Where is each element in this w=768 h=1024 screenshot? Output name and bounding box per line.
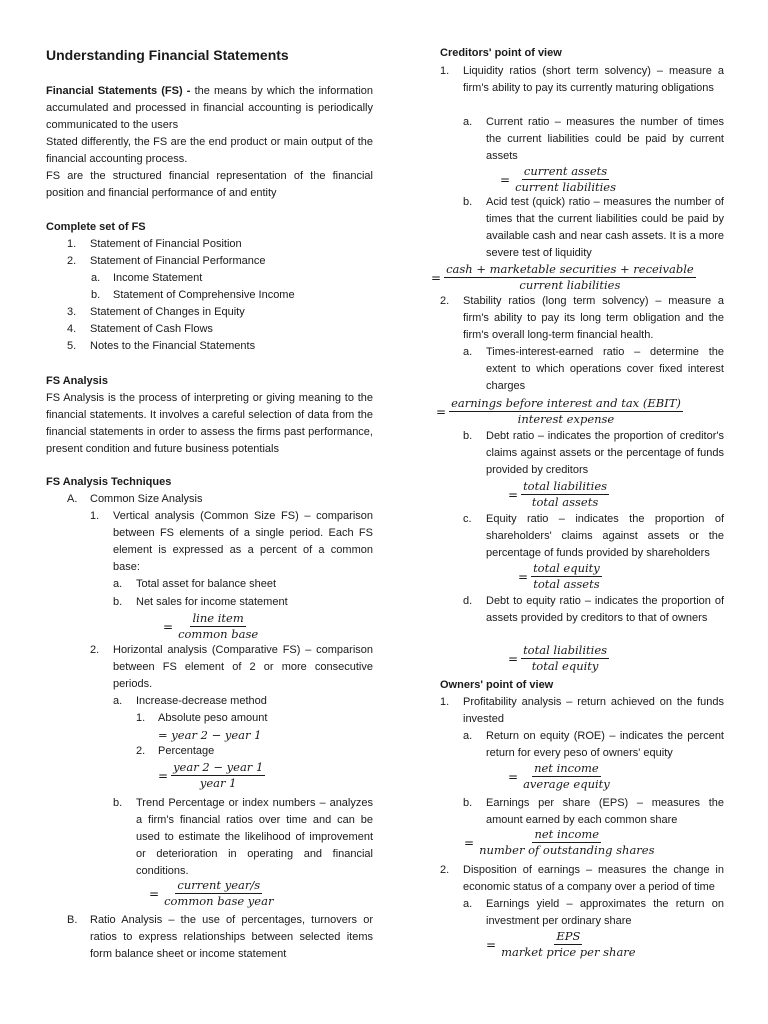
list-marker: a. <box>463 116 473 128</box>
formula-numerator: current year/s <box>177 878 261 892</box>
list-item: Statement of Changes in Equity <box>90 306 245 318</box>
formula-numerator: net income <box>534 761 599 775</box>
disposition-of-earnings: Disposition of earnings – measures the change in economic status of a company over a period of time <box>463 864 724 893</box>
formula-numerator: cash + marketable securities + receivable <box>446 262 694 276</box>
list-item: Statement of Comprehensive Income <box>113 289 295 301</box>
formula-denominator: total equity <box>531 659 599 673</box>
list-marker: a. <box>91 272 101 284</box>
formula-roe: = $\frac{\text{net income}}{\text{average equity}}$ <box>508 761 610 791</box>
ratio-analysis: Ratio Analysis – the use of percentages, turnovers or ratios to express relationships between selected items form balance sheet or income statement <box>90 914 373 960</box>
list-item: Notes to the Financial Statements <box>90 340 256 352</box>
trend-percentage: Trend Percentage or index numbers – analyzes a firm's financial ratios over time and can be used to estimate the likelihood of improvement or deterioration in operating and financial conditions. <box>136 797 373 877</box>
list-marker: B. <box>67 914 78 926</box>
formula-trend: = $\frac{\text{current year/s}}{\text{common base year}}$ <box>149 878 274 908</box>
list-marker: 2. <box>90 644 100 656</box>
stability-ratios: Stability ratios (long term solvency) – measure a firm's ability to pay its long term obligation and the firm's overall long-term financial health. <box>463 295 724 341</box>
owners-heading: Owners' point of view <box>440 679 554 691</box>
list-marker: 4. <box>67 323 77 335</box>
formula-numerator: EPS <box>556 929 581 943</box>
list-marker: a. <box>113 695 123 707</box>
vertical-analysis: Vertical analysis (Common Size FS) – comparison between FS elements of a single period. Each FS element is expressed as a percent of a common base: <box>113 510 373 573</box>
increase-decrease-method: Increase-decrease method <box>136 695 267 707</box>
list-marker: 2. <box>136 745 146 757</box>
fs-structured: FS are the structured financial representation of the financial position and financial performance of and entity <box>46 170 373 199</box>
page-title: Understanding Financial Statements <box>46 47 289 63</box>
list-marker: 2. <box>67 255 77 267</box>
list-marker: a. <box>463 898 473 910</box>
list-marker: b. <box>113 797 123 809</box>
formula-denominator: common base <box>178 627 259 641</box>
fs-analysis-text: FS Analysis is the process of interpreting or giving meaning to the financial statements. It involves a careful selection of data from the financial statements in order to assess the firms past performance, present condition and future business potentials <box>46 392 373 455</box>
list-marker: a. <box>463 730 473 742</box>
list-marker: 5. <box>67 340 77 352</box>
list-marker: 1. <box>67 238 77 250</box>
formula-denominator: total assets <box>533 577 600 591</box>
earnings-yield: Earnings yield – approximates the return on investment per ordinary share <box>486 898 724 927</box>
list-marker: 1. <box>440 696 450 708</box>
fs-definition <box>46 83 373 134</box>
list-marker: 1. <box>440 65 450 77</box>
formula-numerator: line item <box>192 611 244 625</box>
list-marker: A. <box>67 493 78 505</box>
times-interest-earned: Times-interest-earned ratio – determine the extent to which operations cover fixed interest charges <box>486 346 724 392</box>
formula-numerator: total liabilities <box>523 643 608 657</box>
fs-techniques-heading: FS Analysis Techniques <box>46 476 172 488</box>
list-marker: b. <box>463 196 473 208</box>
fs-analysis-heading: FS Analysis <box>46 375 108 387</box>
liquidity-ratios: Liquidity ratios (short term solvency) – measure a firm's ability to pay its currently maturing obligations <box>463 65 724 94</box>
formula-numerator: current assets <box>523 164 608 178</box>
formula-denominator: number of outstanding shares <box>479 843 655 857</box>
formula-denominator: year 1 <box>199 776 237 790</box>
fs-definition-text: the means by which the information accumulated and processed in financial accounting is periodically communicated to the users <box>46 85 373 131</box>
formula-denominator: average equity <box>523 777 610 791</box>
list-marker: a. <box>113 578 123 590</box>
formula-denominator: interest expense <box>517 412 615 426</box>
acid-test-ratio: Acid test (quick) ratio – measures the number of times that the current liabilities could be paid by available cash and near cash assets. It is a more severe test of liquidity <box>486 196 724 259</box>
formula-equity-ratio: = $\frac{\text{total equity}}{\text{total assets}}$ <box>518 561 600 591</box>
complete-set-heading: Complete set of FS <box>46 221 146 233</box>
formula-acid-test: = $\frac{\text{cash + marketable securities + receivable}}{\text{current liabilities}}$ <box>431 262 694 292</box>
formula-debt-ratio: = $\frac{\text{total liabilities}}{\text{total assets}}$ <box>508 479 608 509</box>
formula-denominator: current liabilities <box>515 180 617 194</box>
list-marker: 1. <box>136 712 146 724</box>
list-marker: d. <box>463 595 473 607</box>
formula-line-item: = $\frac{\text{line item}}{\text{common base}}$ <box>163 611 259 641</box>
formula-numerator: year 2 − year 1 <box>173 760 264 774</box>
return-on-equity: Return on equity (ROE) – indicates the percent return for every peso of owners' equity <box>486 730 724 759</box>
common-size-analysis: Common Size Analysis <box>90 493 203 505</box>
formula-denominator: market price per share <box>501 945 636 959</box>
list-item: Statement of Financial Performance <box>90 255 266 267</box>
formula-current-ratio: = $\frac{\text{current assets}}{\text{current liabilities}}$ <box>500 164 617 194</box>
debt-ratio: Debt ratio – indicates the proportion of creditor's claims against assets or the percentage of funds provided by creditors <box>486 430 724 476</box>
percentage-label: Percentage <box>158 745 215 757</box>
list-marker: 2. <box>440 864 450 876</box>
list-item: Statement of Financial Position <box>90 238 242 250</box>
formula-denominator: total assets <box>531 495 599 509</box>
fs-definition-term: Financial Statements (FS) - <box>46 85 191 97</box>
profitability-analysis: Profitability analysis – return achieved on the funds invested <box>463 696 724 725</box>
list-marker: a. <box>463 346 473 358</box>
list-marker: b. <box>463 797 473 809</box>
list-marker: 1. <box>90 510 100 522</box>
list-marker: c. <box>463 513 472 525</box>
formula-denominator: common base year <box>164 894 274 908</box>
list-item: Income Statement <box>113 272 203 284</box>
formula-numerator: net income <box>534 827 600 841</box>
creditors-heading: Creditors' point of view <box>440 47 562 59</box>
list-marker: b. <box>91 289 101 301</box>
earnings-per-share: Earnings per share (EPS) – measures the amount earned by each common share <box>486 797 724 826</box>
formula-denominator: current liabilities <box>519 278 621 292</box>
list-marker: b. <box>463 430 473 442</box>
formula-numerator: total liabilities <box>523 479 608 493</box>
absolute-peso-amount: Absolute peso amount <box>158 712 268 724</box>
list-marker: 3. <box>67 306 77 318</box>
list-marker: 2. <box>440 295 450 307</box>
formula-numerator: earnings before interest and tax (EBIT) <box>451 396 681 410</box>
list-item: Total asset for balance sheet <box>136 578 277 590</box>
fs-stated-differently: Stated differently, the FS are the end product or main output of the financial accounting process. <box>46 136 373 165</box>
equity-ratio: Equity ratio – indicates the proportion of shareholders' claims against assets or the percentage of funds provided by shareholders <box>486 513 724 559</box>
list-marker: b. <box>113 596 123 608</box>
formula-times-interest-earned: = $\frac{\text{earnings before interest and tax (EBIT)}}{\text{interest expense}}$ <box>436 396 681 426</box>
horizontal-analysis: Horizontal analysis (Comparative FS) – comparison between FS element of 2 or more consecutive periods. <box>113 644 373 690</box>
current-ratio: Current ratio – measures the number of times the current liabilities could be paid by current assets <box>486 116 724 162</box>
formula-earnings-yield: = $\frac{\text{EPS}}{\text{market price per share}}$ <box>486 929 636 959</box>
formula-percentage: = $\frac{\text{year 2 − year 1}}{\text{year 1}}$ <box>158 760 264 790</box>
list-item: Net sales for income statement <box>136 596 288 608</box>
formula-debt-to-equity: = $\frac{\text{total liabilities}}{\text{total equity}}$ <box>508 643 608 673</box>
debt-to-equity-ratio: Debt to equity ratio – indicates the proportion of assets provided by creditors to that of owners <box>486 595 724 624</box>
list-item: Statement of Cash Flows <box>90 323 213 335</box>
formula-eps: = $\frac{\text{net income}}{\text{number of outstanding shares}}$ <box>464 827 655 857</box>
formula-absolute: = year 2 − year 1 <box>158 728 262 742</box>
formula-numerator: total equity <box>533 561 600 575</box>
